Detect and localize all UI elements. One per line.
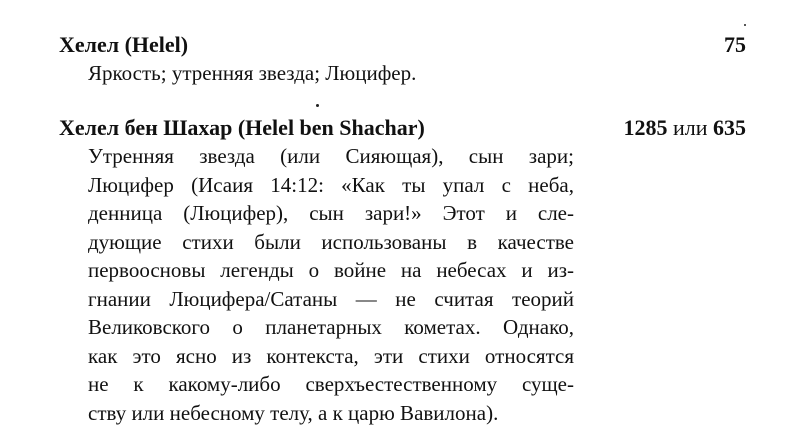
definition-line: ству или небесному телу, а к царю Вавилона). [88,400,499,425]
definition-line: гнании Люцифера/Сатаны — не считая теорий [88,286,574,311]
entry-definition [88,142,574,427]
definition-line: как это ясно из контекста, эти стихи относятся [88,343,574,368]
entry-number-b: 635 [713,115,746,140]
entry-number [623,114,746,142]
entry-heading [59,114,746,142]
entry-number-a: 1285 [623,115,668,140]
definition-line: Утренняя звезда (или Сияющая), сын зари; [88,144,574,168]
print-speck [744,24,746,26]
entry-term: Хелел бен Шахар (Helel ben Shachar) [59,115,425,140]
entry-number: 75 [724,32,746,57]
definition-line: дующие стихи были использованы в качестве [88,229,574,254]
definition-line: не к какому-либо сверхъестественному суще- [88,372,574,396]
entry-term: Хелел (Helel) [59,32,189,57]
entry-number-joiner: или [672,115,708,140]
definition-line: денница (Люцифер), сын зари!» Этот и сле- [88,201,574,225]
entry-heading [59,31,746,59]
definition-line: Люцифер (Исаия 14:12: «Как ты упал с неба, [88,172,574,197]
entry-definition: Яркость; утренняя звезда; Люцифер. [88,61,417,85]
definition-line: первоосновы легенды о войне на небесах и из- [88,258,574,282]
definition-line: Великовского о планетарных кометах. Однако, [88,315,574,339]
print-speck [316,104,319,107]
